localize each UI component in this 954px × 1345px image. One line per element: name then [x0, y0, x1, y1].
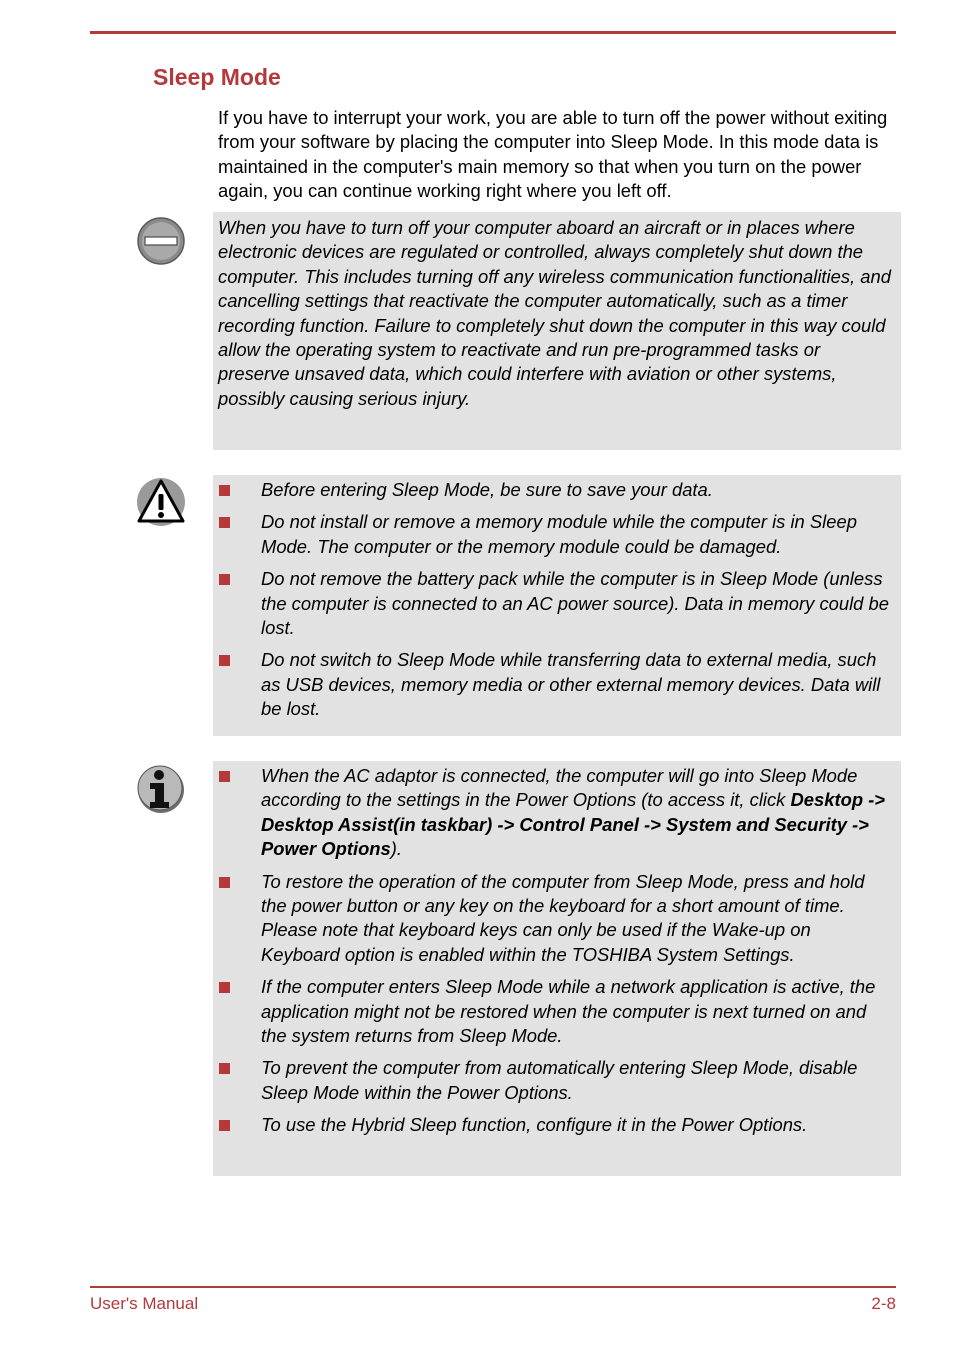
footer-title: User's Manual: [90, 1294, 199, 1313]
bullet-icon: [219, 877, 230, 888]
prohibition-text: When you have to turn off your computer aboard an aircraft or in places where electronic devices are regulated or controlled, always completely shut down the computer. This includes turning off any wireless communication functionalities, and cancelling settings that reactivate the computer automatically, such as a timer recording function. Failure to completely shut down the computer in this way could allow the operating system to reactivate and run pre-programmed tasks or preserve unsaved data, which could interfere with aviation or other systems, possibly causing serious injury.: [218, 217, 891, 409]
header-rule: [90, 31, 896, 34]
bullet-icon: [219, 517, 230, 528]
info-list: [213, 764, 893, 1138]
section-title: Sleep Mode: [153, 64, 281, 90]
bullet-icon: [219, 1063, 230, 1074]
prohibition-note: [213, 212, 901, 450]
info-item-pre: When the AC adaptor is connected, the computer will go into Sleep Mode according to the settings in the Power Options (to access it, click: [261, 765, 858, 811]
bullet-icon: [219, 982, 230, 993]
list-item: [213, 648, 893, 721]
bullet-icon: [219, 574, 230, 585]
list-item: [213, 1113, 893, 1137]
info-item-text: To use the Hybrid Sleep function, configure it in the Power Options.: [261, 1114, 808, 1136]
caution-item-text: Before entering Sleep Mode, be sure to save your data.: [261, 479, 713, 500]
list-item: [213, 870, 893, 968]
bullet-icon: [219, 655, 230, 666]
bullet-icon: [219, 771, 230, 782]
caution-item-text: Do not switch to Sleep Mode while transferring data to external media, such as USB devices, memory media or other external memory devices. Data will be lost.: [261, 649, 881, 720]
warning-triangle-icon: [136, 477, 186, 527]
caution-list: [213, 478, 893, 722]
info-item-text: To prevent the computer from automatically entering Sleep Mode, disable Sleep Mode within the Power Options.: [261, 1057, 858, 1103]
caution-item-text: Do not remove the battery pack while the computer is in Sleep Mode (unless the computer is connected to an AC power source). Data in memory could be lost.: [261, 568, 889, 639]
caution-note: [213, 475, 901, 736]
information-icon: [136, 764, 186, 814]
prohibition-icon: [136, 216, 186, 266]
power-options-path: Desktop -> Desktop Assist(in taskbar) -> Control Panel -> System and Security -> Power Options: [261, 789, 886, 860]
intro-paragraph: If you have to interrupt your work, you are able to turn off the power without exiting from your software by placing the computer into Sleep Mode. In this mode data is maintained in the computer's main memory so that when you turn on the power again, you can continue working right where you left off.: [218, 107, 888, 202]
list-item: [213, 510, 893, 559]
list-item: [213, 567, 893, 640]
bullet-icon: [219, 1120, 230, 1131]
list-item: [213, 764, 893, 862]
info-item-text: To restore the operation of the computer from Sleep Mode, press and hold the power button or any key on the keyboard for a short amount of time. Please note that keyboard keys can only be used if the Wake-up on Keyboard option is enabled within the TOSHIBA System Settings.: [261, 870, 865, 965]
list-item: [213, 478, 893, 502]
list-item: [213, 1056, 893, 1105]
info-note: [213, 761, 901, 1176]
caution-item-text: Do not install or remove a memory module while the computer is in Sleep Mode. The computer or the memory module could be damaged.: [261, 511, 857, 557]
footer-rule: [90, 1286, 896, 1288]
bullet-icon: [219, 485, 230, 496]
info-item-post: ).: [390, 838, 403, 860]
page-number: 2-8: [871, 1294, 896, 1313]
info-item-text: If the computer enters Sleep Mode while a network application is active, the application might not be restored when the computer is next turned on and the system returns from Sleep Mode.: [261, 976, 876, 1047]
list-item: [213, 975, 893, 1048]
